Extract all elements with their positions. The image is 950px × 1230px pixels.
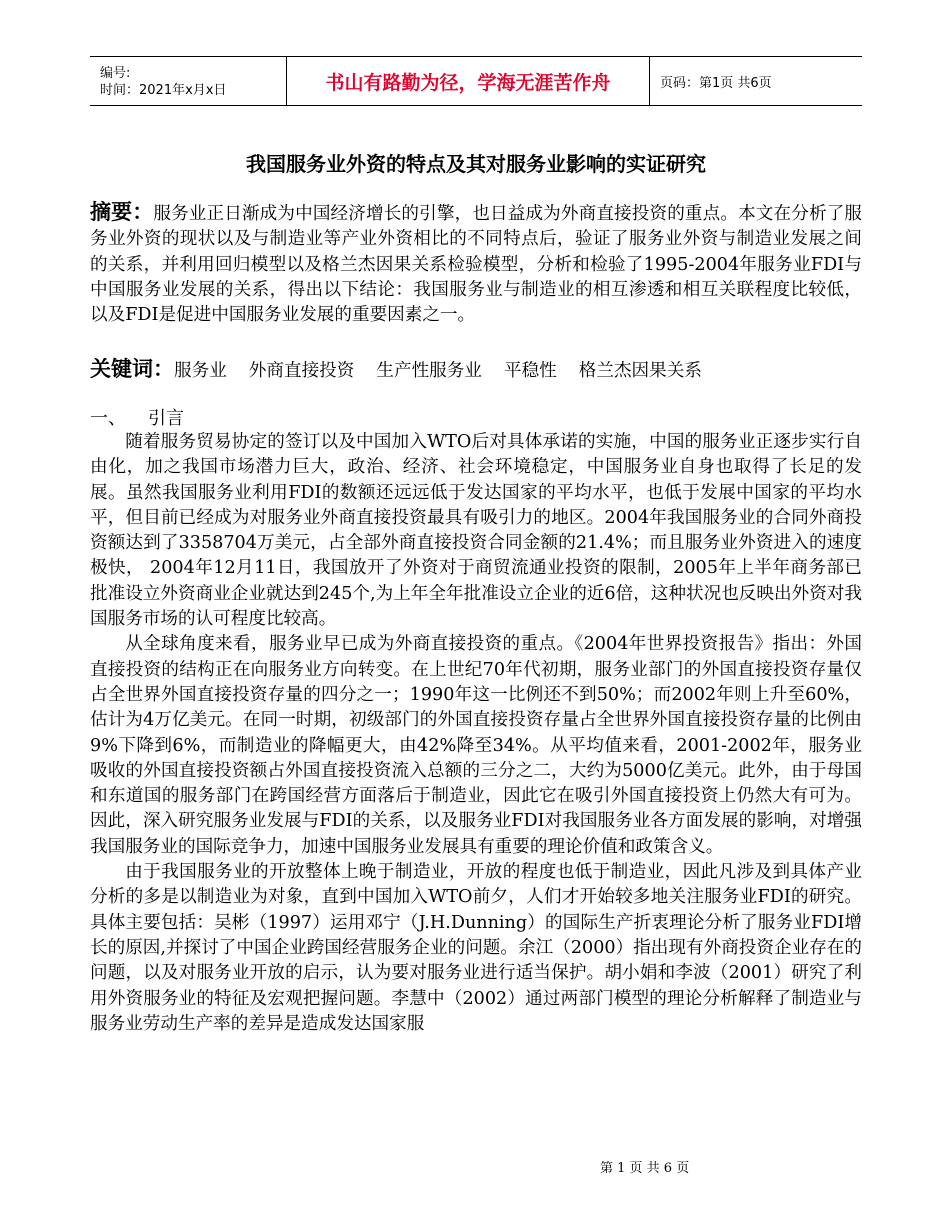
body-text	[90, 430, 862, 1037]
header-page-info: 页码：第1页 共6页	[660, 75, 772, 91]
keywords	[90, 353, 862, 383]
section-heading	[90, 404, 184, 430]
keyword: 格兰杰因果关系	[578, 361, 702, 381]
section-title: 引言	[148, 408, 184, 429]
abstract-label: 摘要：	[90, 200, 154, 224]
page-header	[90, 56, 862, 106]
header-motto: 书山有路勤为径，学海无涯苦作舟	[287, 57, 650, 105]
header-meta	[90, 57, 287, 105]
keyword: 生产性服务业	[376, 361, 482, 381]
abstract-text: 服务业正日渐成为中国经济增长的引擎，也日益成为外商直接投资的重点。本文在分析了服务业外资的现状以及与制造业等产业外资相比的不同特点后，验证了服务业外资与制造业发展之间的关系，并利用回归模型以及格兰杰因果关系检验模型，分析和检验了1995-2004年服务业FDI与中国服务业发展的关系，得出以下结论：我国服务业与制造业的相互渗透和相互关联程度比较低，以及FDI是促进中国服务业发展的重要因素之一。	[90, 204, 862, 326]
keyword: 外商直接投资	[248, 361, 355, 381]
page-footer: 第 1 页 共 6 页	[600, 1161, 690, 1176]
paragraph: 随着服务贸易协定的签订以及中国加入WTO后对具体承诺的实施，中国的服务业正逐步实行自由化，加之我国市场潜力巨大，政治、经济、社会环境稳定，中国服务业自身也取得了长足的发展。虽然我国服务业利用FDI的数额还远远低于发达国家的平均水平，也低于发展中国家的平均水平，但目前已经成为对服务业外商直接投资最具有吸引力的地区。2004年我国服务业的合同外商投资额达到了3358704万美元，占全部外商直接投资合同金额的21.4%；而且服务业外资进入的速度极快， 2004年12月11日，我国放开了外资对于商贸流通业投资的限制，2005年上半年商务部已批准设立外资商业企业就达到245个,为上年全年批准设立企业的近6倍，这种状况也反映出外资对我国服务市场的认可程度比较高。	[90, 432, 862, 630]
keyword: 平稳性	[503, 361, 557, 381]
number-label: 编号:	[100, 66, 131, 81]
section-number: 一、	[90, 408, 126, 429]
time-label: 时间：2021年x月x日	[100, 83, 227, 98]
keyword: 服务业	[174, 361, 227, 381]
paragraph: 由于我国服务业的开放整体上晚于制造业，开放的程度也低于制造业，因此凡涉及到具体产业分析的多是以制造业为对象，直到中国加入WTO前夕，人们才开始较多地关注服务业FDI的研究。具体主要包括：吴彬（1997）运用邓宁（J.H.Dunning）的国际生产折衷理论分析了服务业FDI增长的原因,并探讨了中国企业跨国经营服务企业的问题。余江（2000）指出现有外商投资企业存在的问题，以及对服务业开放的启示，认为要对服务业进行适当保护。胡小娟和李波（2001）研究了利用外资服务业的特征及宏观把握问题。李慧中（2002）通过两部门模型的理论分析解释了制造业与服务业劳动生产率的差异是造成发达国家服	[90, 862, 862, 1034]
paragraph: 从全球角度来看，服务业早已成为外商直接投资的重点。《2004年世界投资报告》指出：外国直接投资的结构正在向服务业方向转变。在上世纪70年代初期，服务业部门的外国直接投资存量仅占全世界外国直接投资存量的四分之一；1990年这一比例还不到50%；而2002年则上升至60%，估计为4万亿美元。在同一时期，初级部门的外国直接投资存量占全世界外国直接投资存量的比例由9%下降到6%，而制造业的降幅更大，由42%降至34%。从平均值来看，2001-2002年，服务业吸收的外国直接投资额占外国直接投资流入总额的三分之二，大约为5000亿美元。此外，由于母国和东道国的服务部门在跨国经营方面落后于制造业，因此它在吸引外国直接投资上仍然大有可为。因此，深入研究服务业发展与FDI的关系，以及服务业FDI对我国服务业各方面发展的影响，对增强我国服务业的国际竞争力，加速中国服务业发展具有重要的理论价值和政策含义。	[90, 634, 862, 857]
abstract	[90, 200, 862, 328]
document-title: 我国服务业外资的特点及其对服务业影响的实证研究	[246, 152, 706, 176]
keywords-label: 关键词：	[90, 357, 174, 381]
